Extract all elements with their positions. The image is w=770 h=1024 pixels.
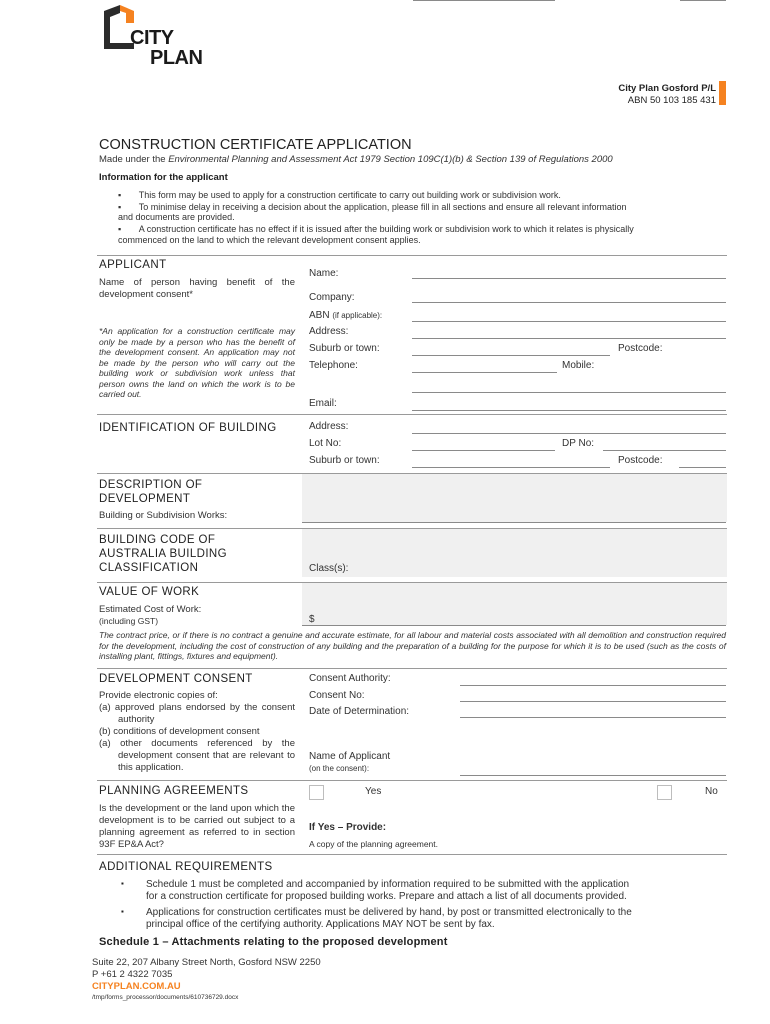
- value-sub: Estimated Cost of Work:: [99, 604, 202, 615]
- subtitle-prefix: Made under the: [99, 154, 169, 165]
- info-bullet-2-cont: and documents are provided.: [118, 212, 235, 222]
- consent-applicant-note: (on the consent):: [309, 764, 370, 773]
- section-divider: [97, 255, 727, 256]
- consent-authority-field[interactable]: [460, 685, 726, 686]
- info-bullet-3-text: A construction certificate has no effect if it is issued after the building work or subdivision work to which it relates is physically: [138, 224, 634, 234]
- value-underline: [302, 625, 726, 626]
- bca-title-2: AUSTRALIA BUILDING: [99, 548, 227, 560]
- building-dp-label: DP No:: [562, 438, 595, 449]
- additional-bullet-2b: principal office of the certifying authority. Applications MAY NOT be sent by fax.: [146, 919, 495, 930]
- info-bullet-2-text: To minimise delay in receiving a decision about the application, please fill in all sections and ensure all relevant information: [138, 202, 627, 212]
- consent-applicant-field[interactable]: [460, 775, 726, 776]
- applicant-company-field[interactable]: [412, 302, 726, 303]
- building-lot-label: Lot No:: [309, 438, 342, 449]
- bca-title: [99, 533, 227, 575]
- planning-copy: A copy of the planning agreement.: [309, 839, 439, 849]
- accent-bar: [719, 81, 726, 105]
- applicant-title: APPLICANT: [99, 259, 167, 271]
- building-postcode-field[interactable]: [679, 467, 726, 468]
- info-heading: Information for the applicant: [99, 172, 228, 183]
- applicant-desc: Name of person having benefit of the development consent*: [99, 277, 295, 300]
- applicant-note: *An application for a construction certificate may only be made by a person who has the benefit of the development consent. An application may not be made by the person who will carry out the building work or subdivision work unless that person owns the land on which the work is to be carried out.: [99, 326, 295, 399]
- building-suburb-label: Suburb or town:: [309, 455, 380, 466]
- applicant-suburb-field[interactable]: [412, 355, 610, 356]
- value-field[interactable]: [302, 583, 727, 625]
- applicant-telephone-label: Telephone:: [309, 360, 358, 371]
- section-divider: [97, 668, 727, 669]
- planning-if-yes: If Yes – Provide:: [309, 822, 387, 833]
- applicant-telephone-field[interactable]: [412, 372, 557, 373]
- description-title: [99, 478, 202, 506]
- planning-desc: Is the development or the land upon which the development is to be carried out subject to a planning agreement as referred to in section 93F EP&A Act?: [99, 803, 295, 850]
- page-title: CONSTRUCTION CERTIFICATE APPLICATION: [99, 137, 412, 153]
- planning-yes-checkbox[interactable]: [309, 785, 324, 800]
- top-rule-left: [413, 0, 555, 1]
- section-divider: [97, 780, 727, 781]
- building-address-label: Address:: [309, 421, 349, 432]
- description-sub: Building or Subdivision Works:: [99, 510, 228, 521]
- applicant-email-field[interactable]: [412, 410, 726, 411]
- consent-applicant-label: Name of Applicant: [309, 751, 391, 762]
- applicant-address-label: Address:: [309, 326, 349, 337]
- applicant-address-field[interactable]: [412, 338, 726, 339]
- planning-no-label: No: [705, 786, 718, 797]
- section-divider: [97, 854, 727, 855]
- consent-authority-label: Consent Authority:: [309, 673, 391, 684]
- value-note: The contract price, or if there is no contract a genuine and accurate estimate, for all labour and material costs associated with all demolition and construction required for the development, including the cost of construction of any building and the preparation of a building for the purpose for which it is to be used (such as the costs of installing plant, fittings, fixtures and equipment).: [99, 630, 726, 661]
- bca-class-label: Class(s):: [309, 563, 349, 574]
- applicant-postcode-label: Postcode:: [618, 343, 663, 354]
- building-address-field[interactable]: [412, 433, 726, 434]
- company-abn: ABN 50 103 185 431: [627, 95, 716, 106]
- value-sub-gst: (including GST): [99, 616, 159, 626]
- info-bullet-1-text: This form may be used to apply for a construction certificate to carry out building work or subdivision work.: [138, 190, 561, 200]
- logo-text-plan: PLAN: [150, 47, 203, 69]
- bca-class-field[interactable]: [302, 529, 727, 577]
- building-lot-field[interactable]: [412, 450, 555, 451]
- additional-bullet-2-marker: ▪: [121, 907, 124, 916]
- info-bullet-3-cont: commenced on the land to which the relevant development consent applies.: [118, 235, 421, 245]
- abn-text: ABN: [309, 310, 330, 321]
- footer-file-path: /tmp/forms_processor/documents/610736729.docx: [92, 994, 239, 1001]
- info-bullet-3: ▪ A construction certificate has no effect if it is issued after the building work or subdivision work to which it relates is physically: [118, 224, 634, 234]
- description-title-1: DESCRIPTION OF: [99, 479, 203, 491]
- applicant-abn-label: [309, 310, 382, 321]
- description-underline: [302, 522, 726, 523]
- planning-yes-label: Yes: [365, 786, 382, 797]
- applicant-name-field[interactable]: [412, 278, 726, 279]
- building-dp-field[interactable]: [603, 450, 726, 451]
- additional-title: ADDITIONAL REQUIREMENTS: [99, 861, 273, 873]
- consent-no-field[interactable]: [460, 701, 726, 702]
- consent-no-label: Consent No:: [309, 690, 365, 701]
- consent-date-label: Date of Determination:: [309, 706, 410, 717]
- logo-text-city: CITY: [130, 27, 174, 49]
- consent-title: DEVELOPMENT CONSENT: [99, 673, 253, 685]
- building-postcode-label: Postcode:: [618, 455, 663, 466]
- footer-address: Suite 22, 207 Albany Street North, Gosford NSW 2250: [92, 957, 321, 968]
- schedule-heading: Schedule 1 – Attachments relating to the proposed development: [99, 936, 448, 948]
- consent-item-b: (b) conditions of development consent: [99, 726, 260, 737]
- top-rule-right: [680, 0, 726, 1]
- applicant-extra-field[interactable]: [412, 392, 726, 393]
- building-suburb-field[interactable]: [412, 467, 610, 468]
- footer-phone: P +61 2 4322 7035: [92, 969, 173, 980]
- city-plan-logo: [100, 3, 230, 71]
- company-block: [618, 83, 716, 107]
- additional-bullet-1b: for a construction certificate for proposed building works. Prepare and attach a list of all documents provided.: [146, 891, 627, 902]
- info-bullet-2: ▪ To minimise delay in receiving a decision about the application, please fill in all sections and ensure all relevant information: [118, 202, 627, 212]
- additional-bullet-2a: Applications for construction certificates must be delivered by hand, by post or transmitted electronically to the: [146, 907, 632, 918]
- description-title-2: DEVELOPMENT: [99, 493, 191, 505]
- applicant-company-label: Company:: [309, 292, 355, 303]
- page-subtitle: [99, 154, 613, 165]
- additional-bullet-1-marker: ▪: [121, 879, 124, 888]
- subtitle-act: Environmental Planning and Assessment Act 1979 Section 109C(1)(b) & Section 139 of Regulations 2000: [168, 154, 613, 165]
- description-field[interactable]: [302, 474, 727, 522]
- company-name: City Plan Gosford P/L: [618, 83, 716, 94]
- section-divider: [97, 414, 727, 415]
- info-bullet-1: ▪ This form may be used to apply for a construction certificate to carry out building work or subdivision work.: [118, 190, 561, 200]
- applicant-name-label: Name:: [309, 268, 339, 279]
- planning-title: PLANNING AGREEMENTS: [99, 785, 249, 797]
- building-title: IDENTIFICATION OF BUILDING: [99, 422, 277, 434]
- consent-date-field[interactable]: [460, 717, 726, 718]
- consent-intro: Provide electronic copies of:: [99, 690, 218, 701]
- applicant-mobile-label: Mobile:: [562, 360, 595, 371]
- abn-note: (if applicable):: [332, 311, 383, 320]
- consent-item-a1: (a) approved plans endorsed by the consent authority: [99, 702, 295, 725]
- bca-title-1: BUILDING CODE OF: [99, 534, 216, 546]
- value-dollar: $: [309, 614, 315, 625]
- consent-item-a2: (a) other documents referenced by the development consent that are relevant to this application.: [99, 738, 295, 773]
- footer-website[interactable]: CITYPLAN.COM.AU: [92, 981, 181, 992]
- value-title: VALUE OF WORK: [99, 586, 200, 598]
- applicant-email-label: Email:: [309, 398, 337, 409]
- applicant-abn-field[interactable]: [412, 321, 726, 322]
- footer: [92, 957, 321, 1002]
- planning-no-checkbox[interactable]: [657, 785, 672, 800]
- applicant-suburb-label: Suburb or town:: [309, 343, 380, 354]
- additional-bullet-1a: Schedule 1 must be completed and accompanied by information required to be submitted with the application: [146, 879, 630, 890]
- bca-title-3: CLASSIFICATION: [99, 562, 199, 574]
